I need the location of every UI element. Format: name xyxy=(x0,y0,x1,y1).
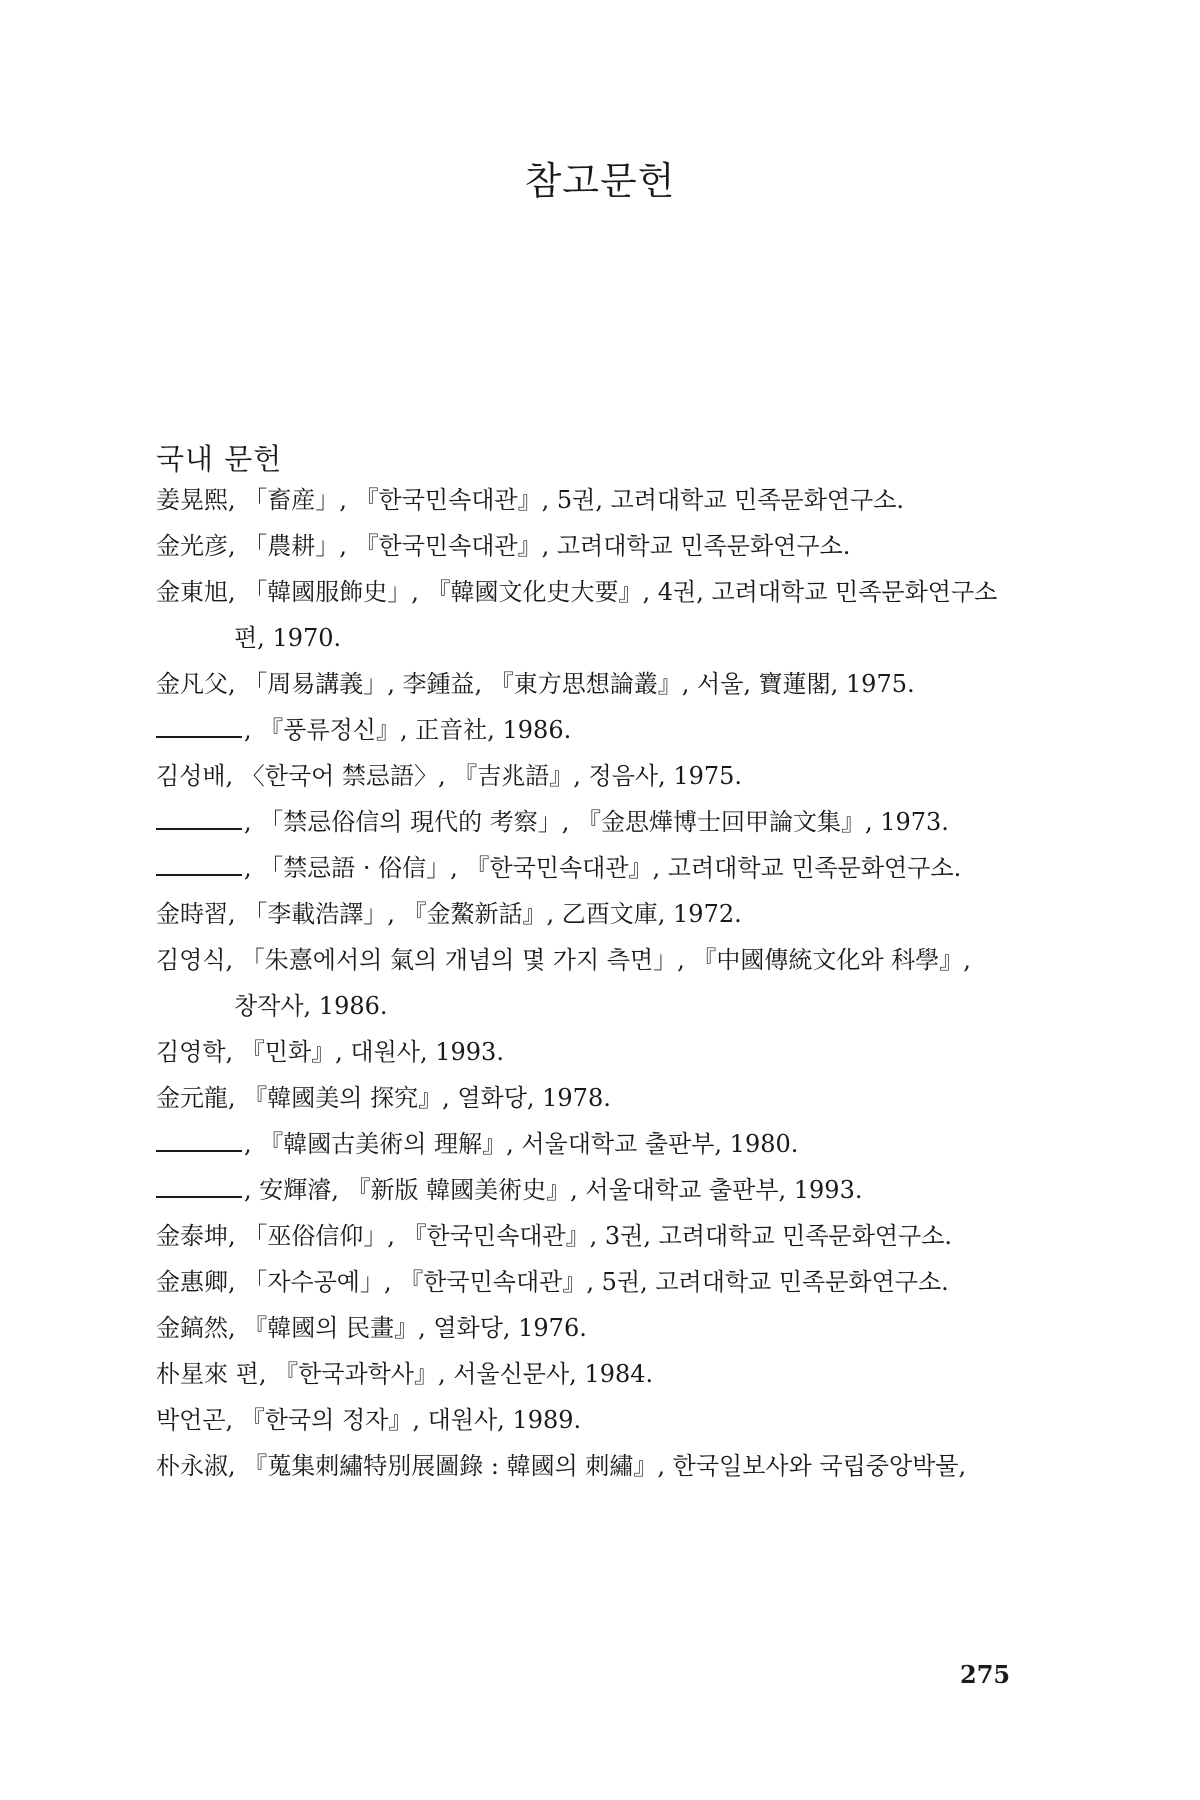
reference-entry xyxy=(156,1029,1056,1075)
page-number: 275 xyxy=(960,1660,1011,1689)
reference-text: 金惠卿, 「자수공예」, 『한국민속대관』, 5권, 고려대학교 민족문화연구소. xyxy=(156,1268,949,1296)
reference-entry xyxy=(156,1121,1056,1167)
reference-text: 金元龍, 『韓國美의 探究』, 열화당, 1978. xyxy=(156,1084,611,1112)
ditto-line xyxy=(156,860,242,876)
reference-entry xyxy=(156,523,1056,569)
reference-entry xyxy=(156,1167,1056,1213)
reference-text: 김영식, 「朱憙에서의 氣의 개념의 몇 가지 측면」, 『中國傳統文化와 科學』, xyxy=(156,946,971,974)
ditto-line xyxy=(156,1182,242,1198)
reference-text: 김영학, 『민화』, 대원사, 1993. xyxy=(156,1038,504,1066)
reference-entry xyxy=(156,1351,1056,1397)
reference-text: , 「禁忌俗信의 現代的 考察」, 『金思燁博士回甲論文集』, 1973. xyxy=(244,808,949,836)
reference-entry xyxy=(156,1075,1056,1121)
reference-entry xyxy=(156,707,1056,753)
reference-entry xyxy=(156,799,1056,845)
ditto-line xyxy=(156,814,242,830)
reference-entry xyxy=(156,753,1056,799)
reference-entry xyxy=(156,891,1056,937)
reference-list xyxy=(156,477,1056,1489)
section-heading: 국내 문헌 xyxy=(156,442,283,476)
reference-entry xyxy=(156,1397,1056,1443)
reference-entry xyxy=(156,477,1056,523)
ditto-line xyxy=(156,1136,242,1152)
reference-text: 金泰坤, 「巫俗信仰」, 『한국민속대관』, 3권, 고려대학교 민족문화연구소. xyxy=(156,1222,953,1250)
reference-continuation: 편, 1970. xyxy=(234,624,342,652)
reference-text: 姜晃熙, 「畜産」, 『한국민속대관』, 5권, 고려대학교 민족문화연구소. xyxy=(156,486,905,514)
reference-text: 金東旭, 「韓國服飾史」, 『韓國文化史大要』, 4권, 고려대학교 민족문화연구소 xyxy=(156,578,998,606)
reference-entry xyxy=(156,569,1056,615)
reference-text: , 安輝濬, 『新版 韓國美術史』, 서울대학교 출판부, 1993. xyxy=(244,1176,863,1204)
reference-entry xyxy=(156,661,1056,707)
reference-text: 김성배, 〈한국어 禁忌語〉, 『吉兆語』, 정음사, 1975. xyxy=(156,762,743,790)
reference-entry xyxy=(156,1443,1056,1489)
reference-entry xyxy=(156,937,1056,983)
reference-text: 朴星來 편, 『한국과학사』, 서울신문사, 1984. xyxy=(156,1360,654,1388)
reference-text: , 『풍류정신』, 正音社, 1986. xyxy=(244,716,572,744)
reference-text: 金時習, 「李載浩譯」, 『金鰲新話』, 乙酉文庫, 1972. xyxy=(156,900,742,928)
reference-entry xyxy=(156,1213,1056,1259)
reference-entry xyxy=(156,1259,1056,1305)
reference-text: 金凡父, 「周易講義」, 李鍾益, 『東方思想論叢』, 서울, 寶蓮閣, 1975. xyxy=(156,670,915,698)
ditto-line xyxy=(156,722,242,738)
reference-continuation: 창작사, 1986. xyxy=(234,992,388,1020)
page-title: 참고문헌 xyxy=(524,159,676,203)
reference-text: 金鎬然, 『韓國의 民畫』, 열화당, 1976. xyxy=(156,1314,587,1342)
reference-text: 박언곤, 『한국의 정자』, 대원사, 1989. xyxy=(156,1406,582,1434)
reference-text: 金光彦, 「農耕」, 『한국민속대관』, 고려대학교 민족문화연구소. xyxy=(156,532,851,560)
reference-text: 朴永淑, 『蒐集刺繡特別展圖錄 : 韓國의 刺繡』, 한국일보사와 국립중앙박물, xyxy=(156,1452,967,1480)
reference-text: , 「禁忌語 · 俗信」, 『한국민속대관』, 고려대학교 민족문화연구소. xyxy=(244,854,962,882)
reference-entry xyxy=(156,1305,1056,1351)
reference-text: , 『韓國古美術의 理解』, 서울대학교 출판부, 1980. xyxy=(244,1130,799,1158)
reference-entry xyxy=(156,845,1056,891)
